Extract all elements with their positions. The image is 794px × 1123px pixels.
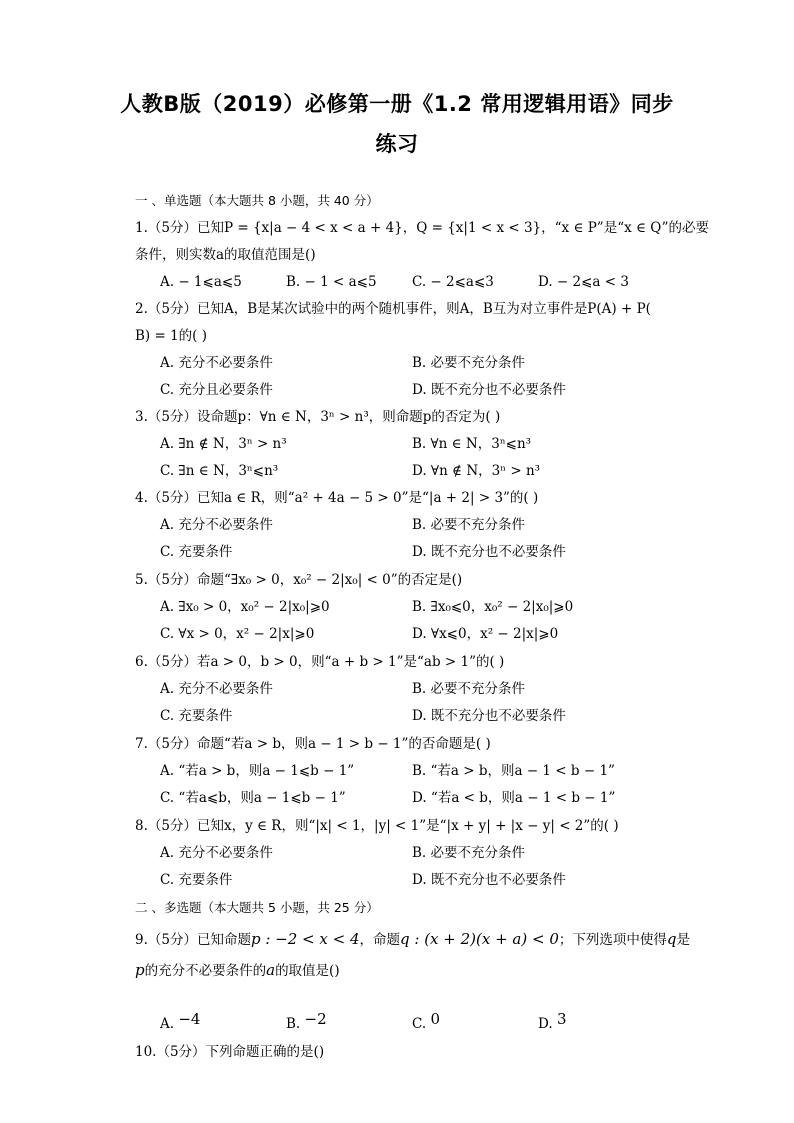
question-8-option-b: B. 必要不充分条件: [412, 845, 526, 861]
q9-prefix: 9.（5分）已知命题: [135, 932, 251, 948]
question-10-line-1: 10.（5分）下列命题正确的是(): [135, 1044, 325, 1060]
q9-line2-end: 的取值是(): [275, 963, 340, 979]
question-9-option-c: [412, 1010, 440, 1033]
question-1-option-a: A. − 1⩽a⩽5: [160, 274, 242, 290]
question-8-option-d: D. 既不充分也不必要条件: [412, 872, 566, 888]
q9-suffix-2: 是: [676, 932, 690, 948]
question-5-line-1: 5.（5分）命题“∃x₀ > 0，x₀² − 2|x₀| < 0”的否定是(): [135, 572, 463, 588]
q9-option-d-label: D.: [538, 1016, 553, 1032]
question-9-option-b: [286, 1010, 327, 1033]
question-8-option-c: C. 充要条件: [160, 872, 233, 888]
question-6-line-1: 6.（5分）若a > 0，b > 0，则“a + b > 1”是“ab > 1”的( ): [135, 654, 505, 670]
question-4-option-d: D. 既不充分也不必要条件: [412, 544, 566, 560]
q9-p-expression: p : −2 < x < 4: [250, 930, 360, 948]
q9-p-variable: p: [135, 961, 145, 979]
question-4-option-b: B. 必要不充分条件: [412, 517, 526, 533]
question-5-option-d: D. ∀x⩽0，x² − 2|x|⩾0: [412, 626, 559, 642]
question-2-line-1: 2.（5分）已知A，B是某次试验中的两个随机事件，则A，B互为对立事件是P(A) + P(: [135, 301, 651, 317]
question-3-option-c: C. ∃n ∈ N，3ⁿ⩽n³: [160, 463, 279, 479]
q9-option-a-value: −4: [178, 1010, 201, 1028]
title-line-2: 练习: [375, 132, 419, 156]
question-9-option-a: [160, 1010, 201, 1033]
question-3-line-1: 3.（5分）设命题p：∀n ∈ N，3ⁿ > n³，则命题p的否定为( ): [135, 409, 501, 425]
question-3-option-b: B. ∀n ∈ N，3ⁿ⩽n³: [412, 436, 532, 452]
question-2-line-2: B) = 1的( ): [135, 328, 207, 344]
question-6-option-a: A. 充分不必要条件: [160, 681, 273, 697]
question-6-option-b: B. 必要不充分条件: [412, 681, 526, 697]
question-5-option-a: A. ∃x₀ > 0，x₀² − 2|x₀|⩾0: [160, 599, 330, 615]
question-4-option-a: A. 充分不必要条件: [160, 517, 273, 533]
question-1-option-c: C. − 2⩽a⩽3: [412, 274, 494, 290]
question-4-line-1: 4.（5分）已知a ∈ R，则“a² + 4a − 5 > 0”是“|a + 2| > 3”的( ): [135, 490, 539, 506]
question-7-option-d: D. “若a < b，则a − 1 < b − 1”: [412, 790, 616, 806]
question-5-option-b: B. ∃x₀⩽0，x₀² − 2|x₀|⩾0: [412, 599, 574, 615]
q9-line2-mid: 的充分不必要条件的: [144, 963, 267, 979]
q9-a-variable: a: [266, 961, 276, 979]
question-1-option-b: B. − 1 < a⩽5: [286, 274, 377, 290]
question-2-option-d: D. 既不充分也不必要条件: [412, 382, 566, 398]
question-1-line-2: 条件，则实数a的取值范围是(): [135, 247, 316, 263]
question-8-line-1: 8.（5分）已知x，y ∈ R，则“|x| < 1，|y| < 1”是“|x + y| + |x − y| < 2”的( ): [135, 818, 619, 834]
q9-option-c-value: 0: [430, 1010, 440, 1028]
section-multiple-choice: 二 、多选题（本大题共 5 小题，共 25 分）: [135, 900, 379, 915]
q9-q-expression: q : (x + 2)(x + a) < 0: [400, 930, 559, 948]
question-3-option-d: D. ∀n ∉ N，3ⁿ > n³: [412, 463, 541, 479]
q9-option-b-label: B.: [286, 1016, 301, 1032]
question-6-option-c: C. 充要条件: [160, 708, 233, 724]
q9-suffix: ；下列选项中使得: [558, 932, 667, 948]
question-7-line-1: 7.（5分）命题“若a > b，则a − 1 > b − 1”的否命题是( ): [135, 736, 491, 752]
q9-option-a-label: A.: [160, 1016, 175, 1032]
q9-option-b-value: −2: [304, 1010, 327, 1028]
title-line-1: 人教B版（2019）必修第一册《1.2 常用逻辑用语》同步: [120, 92, 674, 116]
question-5-option-c: C. ∀x > 0，x² − 2|x|⩾0: [160, 626, 315, 642]
question-9-option-d: [538, 1010, 567, 1033]
question-7-option-b: B. “若a > b，则a − 1 < b − 1”: [412, 763, 615, 779]
question-2-option-b: B. 必要不充分条件: [412, 355, 526, 371]
section-single-choice: 一 、单选题（本大题共 8 小题，共 40 分）: [135, 193, 379, 208]
question-4-option-c: C. 充要条件: [160, 544, 233, 560]
q9-option-d-value: 3: [556, 1010, 567, 1028]
question-2-option-c: C. 充分且必要条件: [160, 382, 273, 398]
question-7-option-a: A. “若a > b，则a − 1⩽b − 1”: [160, 763, 355, 779]
q9-q-variable: q: [666, 930, 677, 948]
q9-option-c-label: C.: [412, 1016, 427, 1032]
question-1-line-1: 1.（5分）已知P = {x|a − 4 < x < a + 4}，Q = {x|1 < x < 3}，“x ∈ P”是“x ∈ Q”的必要: [135, 220, 710, 236]
question-3-option-a: A. ∃n ∉ N，3ⁿ > n³: [160, 436, 287, 452]
question-9-line-1: [135, 930, 690, 949]
question-6-option-d: D. 既不充分也不必要条件: [412, 708, 566, 724]
question-7-option-c: C. “若a⩽b，则a − 1⩽b − 1”: [160, 790, 346, 806]
question-2-option-a: A. 充分不必要条件: [160, 355, 273, 371]
question-1-option-d: D. − 2⩽a < 3: [538, 274, 629, 290]
question-9-line-2: [135, 961, 340, 980]
question-8-option-a: A. 充分不必要条件: [160, 845, 273, 861]
q9-mid: ，命题: [359, 932, 400, 948]
